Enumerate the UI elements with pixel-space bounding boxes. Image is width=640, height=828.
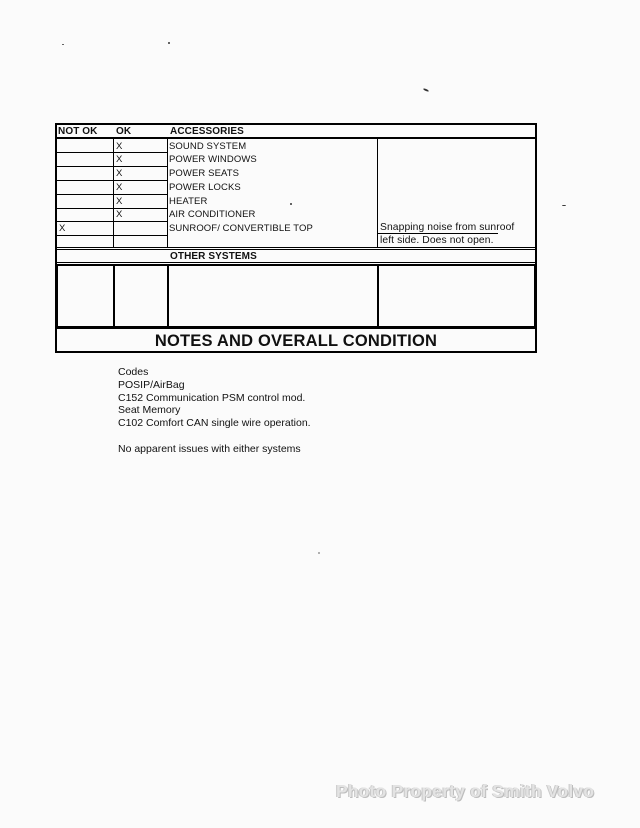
ok-mark: X — [116, 182, 123, 193]
watermark: Photo Property of Smith Volvo — [336, 781, 595, 801]
notes-block — [118, 366, 311, 456]
column-rule — [377, 139, 378, 247]
accessory-label: POWER SEATS — [169, 168, 240, 179]
other-systems-top-rule — [57, 247, 535, 248]
other-systems-bottom-rule — [57, 262, 535, 263]
scan-speck — [168, 42, 170, 44]
notes-line: POSIP/AirBag — [118, 378, 185, 391]
other-systems-header: OTHER SYSTEMS — [170, 251, 257, 262]
not-ok-mark: X — [59, 223, 66, 234]
accessory-label: POWER WINDOWS — [169, 154, 257, 165]
notes-line: C152 Communication PSM control mod. — [118, 391, 306, 404]
ok-mark: X — [116, 209, 123, 220]
ok-mark: X — [116, 168, 123, 179]
other-systems-ok-box — [114, 265, 168, 327]
accessory-label: POWER LOCKS — [169, 182, 241, 193]
notes-line: C102 Comfort CAN single wire operation. — [118, 417, 311, 430]
row-rule — [57, 235, 167, 236]
scan-speck — [62, 44, 64, 45]
accessories-header: ACCESSORIES — [170, 126, 244, 137]
ok-mark: X — [116, 196, 123, 207]
notes-banner: NOTES AND OVERALL CONDITION — [56, 327, 536, 353]
notes-line: No apparent issues with either systems — [118, 442, 301, 455]
other-systems-top-rule — [57, 249, 535, 250]
accessory-label: HEATER — [169, 196, 208, 207]
accessory-label: SUNROOF/ CONVERTIBLE TOP — [169, 223, 313, 234]
row-rule — [57, 166, 167, 167]
ok-mark: X — [116, 141, 123, 152]
row-rule — [57, 152, 167, 153]
accessory-label: AIR CONDITIONER — [169, 209, 256, 220]
notes-line — [118, 430, 311, 443]
accessory-comment-line: left side. Does not open. — [380, 235, 494, 246]
notes-line: Codes — [118, 366, 149, 378]
row-rule — [57, 194, 167, 195]
scan-speck — [562, 205, 566, 206]
column-rule — [113, 139, 114, 247]
row-rule — [57, 180, 167, 181]
comment-underline — [378, 233, 498, 234]
ok-header: OK — [116, 126, 132, 137]
other-systems-not-ok-box — [57, 265, 114, 327]
accessory-comment-line: Snapping noise from sunroof — [380, 222, 515, 233]
scan-speck — [318, 552, 320, 554]
not-ok-header: NOT OK — [58, 126, 98, 137]
column-rule — [167, 139, 168, 247]
scan-speck — [423, 88, 429, 92]
row-rule — [57, 221, 167, 222]
row-rule — [57, 208, 167, 209]
notes-line: Seat Memory — [118, 404, 181, 417]
accessory-label: SOUND SYSTEM — [169, 141, 247, 152]
other-systems-comment-box — [378, 265, 535, 327]
other-systems-item-box — [168, 265, 378, 327]
ok-mark: X — [116, 154, 123, 165]
